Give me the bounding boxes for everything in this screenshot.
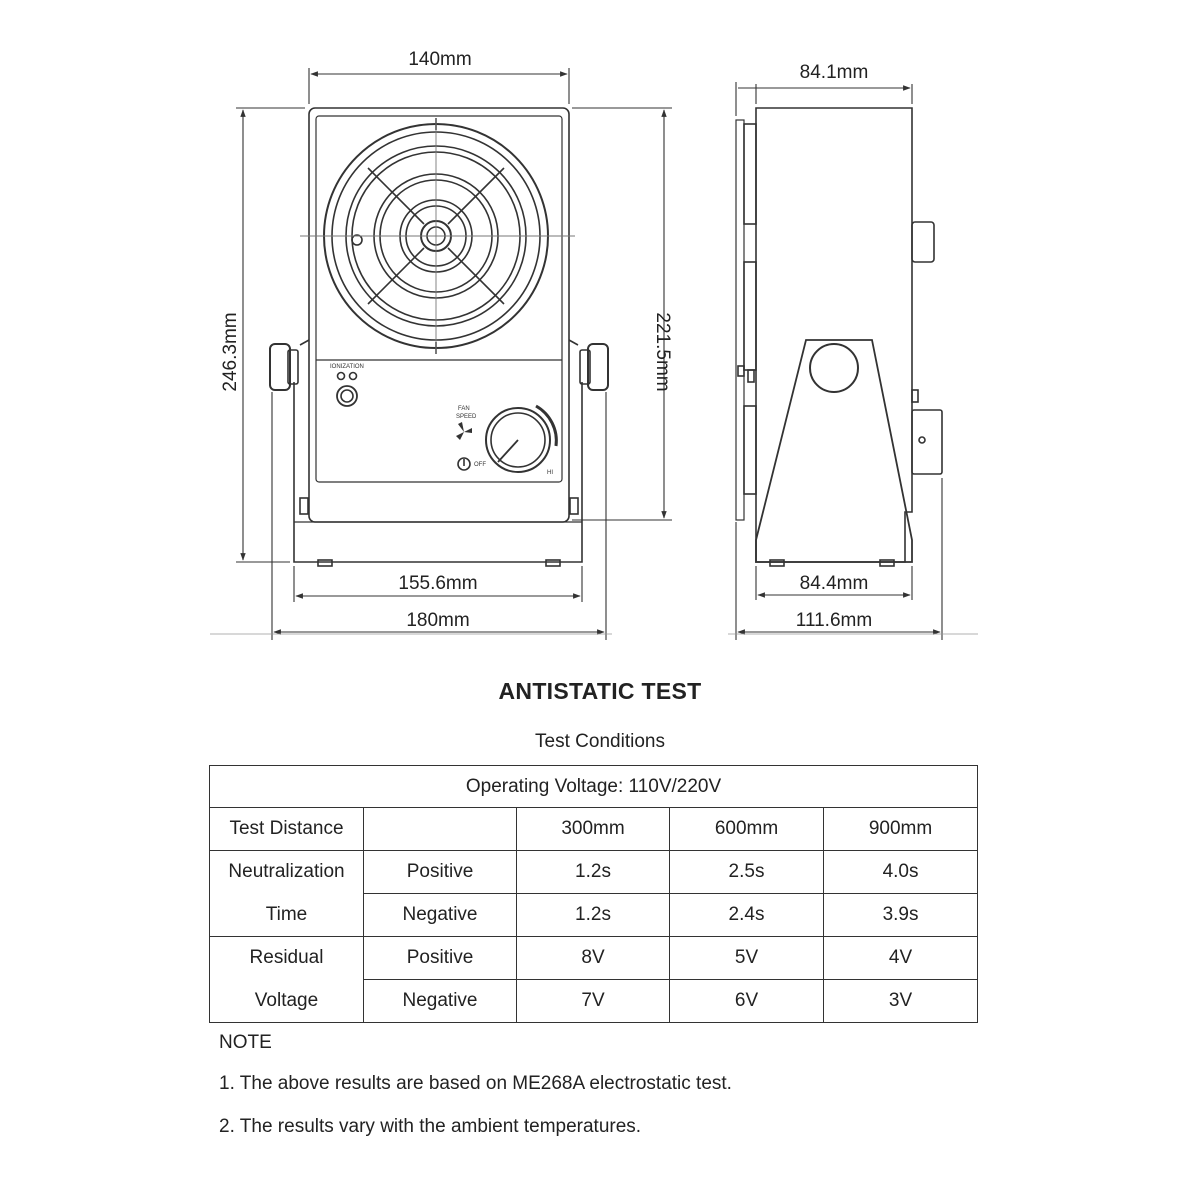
front-view [270,108,608,566]
distance-900-header: 900mm [824,808,978,851]
residual-label-line2: Voltage [210,980,364,1023]
hi-label: HI [547,470,553,476]
test-conditions-subtitle: Test Conditions [535,731,665,752]
value-cell: 3V [824,980,978,1023]
operating-voltage-cell: Operating Voltage: 110V/220V [210,766,978,808]
polarity-cell: Negative [364,894,517,937]
note-item-1: 1. The above results are based on ME268A electrostatic test. [219,1073,732,1094]
distance-300-header: 300mm [517,808,670,851]
note-heading: NOTE [219,1032,272,1053]
residual-label-line1: Residual [210,937,364,980]
fan-label: FAN [458,406,470,412]
dim-84-4mm: 84.4mm [799,573,869,594]
speed-label: SPEED [456,414,477,420]
value-cell: 6V [670,980,824,1023]
neutralization-label-line2: Time [210,894,364,937]
dim-246-3mm: 246.3mm [220,312,241,392]
antistatic-test-table [209,765,978,1023]
side-view [736,108,942,566]
table-row [210,851,978,894]
distance-600-header: 600mm [670,808,824,851]
fan-speed-dial [486,406,556,472]
value-cell: 7V [517,980,670,1023]
dim-155-6mm: 155.6mm [398,573,478,594]
value-cell: 8V [517,937,670,980]
value-cell: 1.2s [517,894,670,937]
dim-140mm: 140mm [408,49,472,70]
side-dimension-lines [728,82,978,640]
polarity-cell: Positive [364,937,517,980]
polarity-cell: Negative [364,980,517,1023]
table-row [210,980,978,1023]
value-cell: 2.5s [670,851,824,894]
dim-221-5mm: 221.5mm [652,312,673,392]
fan-icon [456,422,472,440]
dim-180mm: 180mm [406,610,470,631]
value-cell: 3.9s [824,894,978,937]
value-cell: 4.0s [824,851,978,894]
polarity-cell: Positive [364,851,517,894]
dim-84-1mm: 84.1mm [799,62,869,83]
antistatic-test-title: ANTISTATIC TEST [498,678,702,704]
test-distance-header: Test Distance [210,808,364,851]
front-dimension-lines [210,68,672,640]
value-cell: 4V [824,937,978,980]
value-cell: 1.2s [517,851,670,894]
table-row [210,894,978,937]
neutralization-label-line1: Neutralization [210,851,364,894]
table-row [210,766,978,808]
dim-111-6mm: 111.6mm [795,610,873,631]
off-label: OFF [474,462,486,468]
ionization-label: IONIZATION [330,364,364,370]
table-row [210,808,978,851]
table-row [210,937,978,980]
empty-header-cell [364,808,517,851]
note-item-2: 2. The results vary with the ambient temperatures. [219,1116,642,1137]
value-cell: 2.4s [670,894,824,937]
right-knob-icon [580,344,608,390]
value-cell: 5V [670,937,824,980]
